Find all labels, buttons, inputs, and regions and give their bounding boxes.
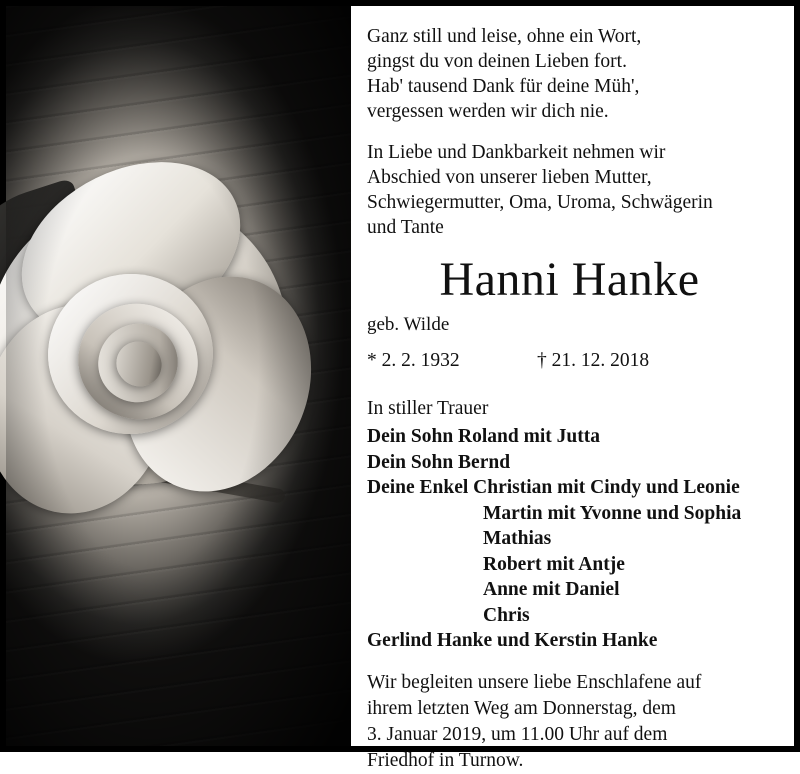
list-item: Chris <box>483 604 530 626</box>
funeral-line: ihrem letzten Weg am Donnerstag, dem <box>367 697 676 719</box>
life-dates <box>367 348 772 374</box>
verse-block <box>367 24 772 124</box>
list-item: Robert mit Antje <box>483 553 625 575</box>
funeral-line: Wir begleiten unsere liebe Enschlafene auf <box>367 671 702 693</box>
list-item: Dein Sohn Roland mit Jutta <box>367 426 600 447</box>
intro-line: Schwiegermutter, Oma, Uroma, Schwägerin <box>367 192 713 213</box>
intro-line: und Tante <box>367 217 444 238</box>
date-of-birth: * 2. 2. 1932 <box>367 350 460 371</box>
birth-name: geb. Wilde <box>367 314 450 335</box>
list-item: Anne mit Daniel <box>483 579 620 600</box>
verse-line: gingst du von deinen Lieben fort. <box>367 51 627 72</box>
deceased-name: Hanni Hanke <box>439 253 700 306</box>
notice-text <box>351 6 794 771</box>
funeral-line: 3. Januar 2019, um 11.00 Uhr auf dem <box>367 723 668 745</box>
intro-block <box>367 140 772 240</box>
list-item: Deine Enkel Christian mit Cindy und Leonie <box>367 477 740 498</box>
list-item: Gerlind Hanke und Kerstin Hanke <box>367 630 658 651</box>
funeral-line: Friedhof in Turnow. <box>367 749 524 771</box>
funeral-details <box>367 670 772 774</box>
verse-line: Hab' tausend Dank für deine Müh', <box>367 76 640 97</box>
verse-line: vergessen werden wir dich nie. <box>367 101 609 122</box>
list-item: Martin mit Yvonne und Sophia <box>483 502 742 524</box>
intro-line: In Liebe und Dankbarkeit nehmen wir <box>367 142 666 163</box>
intro-line: Abschied von unserer lieben Mutter, <box>367 167 652 188</box>
date-of-death: † 21. 12. 2018 <box>537 350 650 371</box>
rose-photo <box>6 6 351 746</box>
mourning-title: In stiller Trauer <box>367 398 489 419</box>
photo-vignette <box>6 6 351 746</box>
mourners-list <box>367 424 772 654</box>
verse-line: Ganz still und leise, ohne ein Wort, <box>367 26 642 47</box>
list-item: Mathias <box>483 528 552 549</box>
list-item: Dein Sohn Bernd <box>367 451 511 473</box>
